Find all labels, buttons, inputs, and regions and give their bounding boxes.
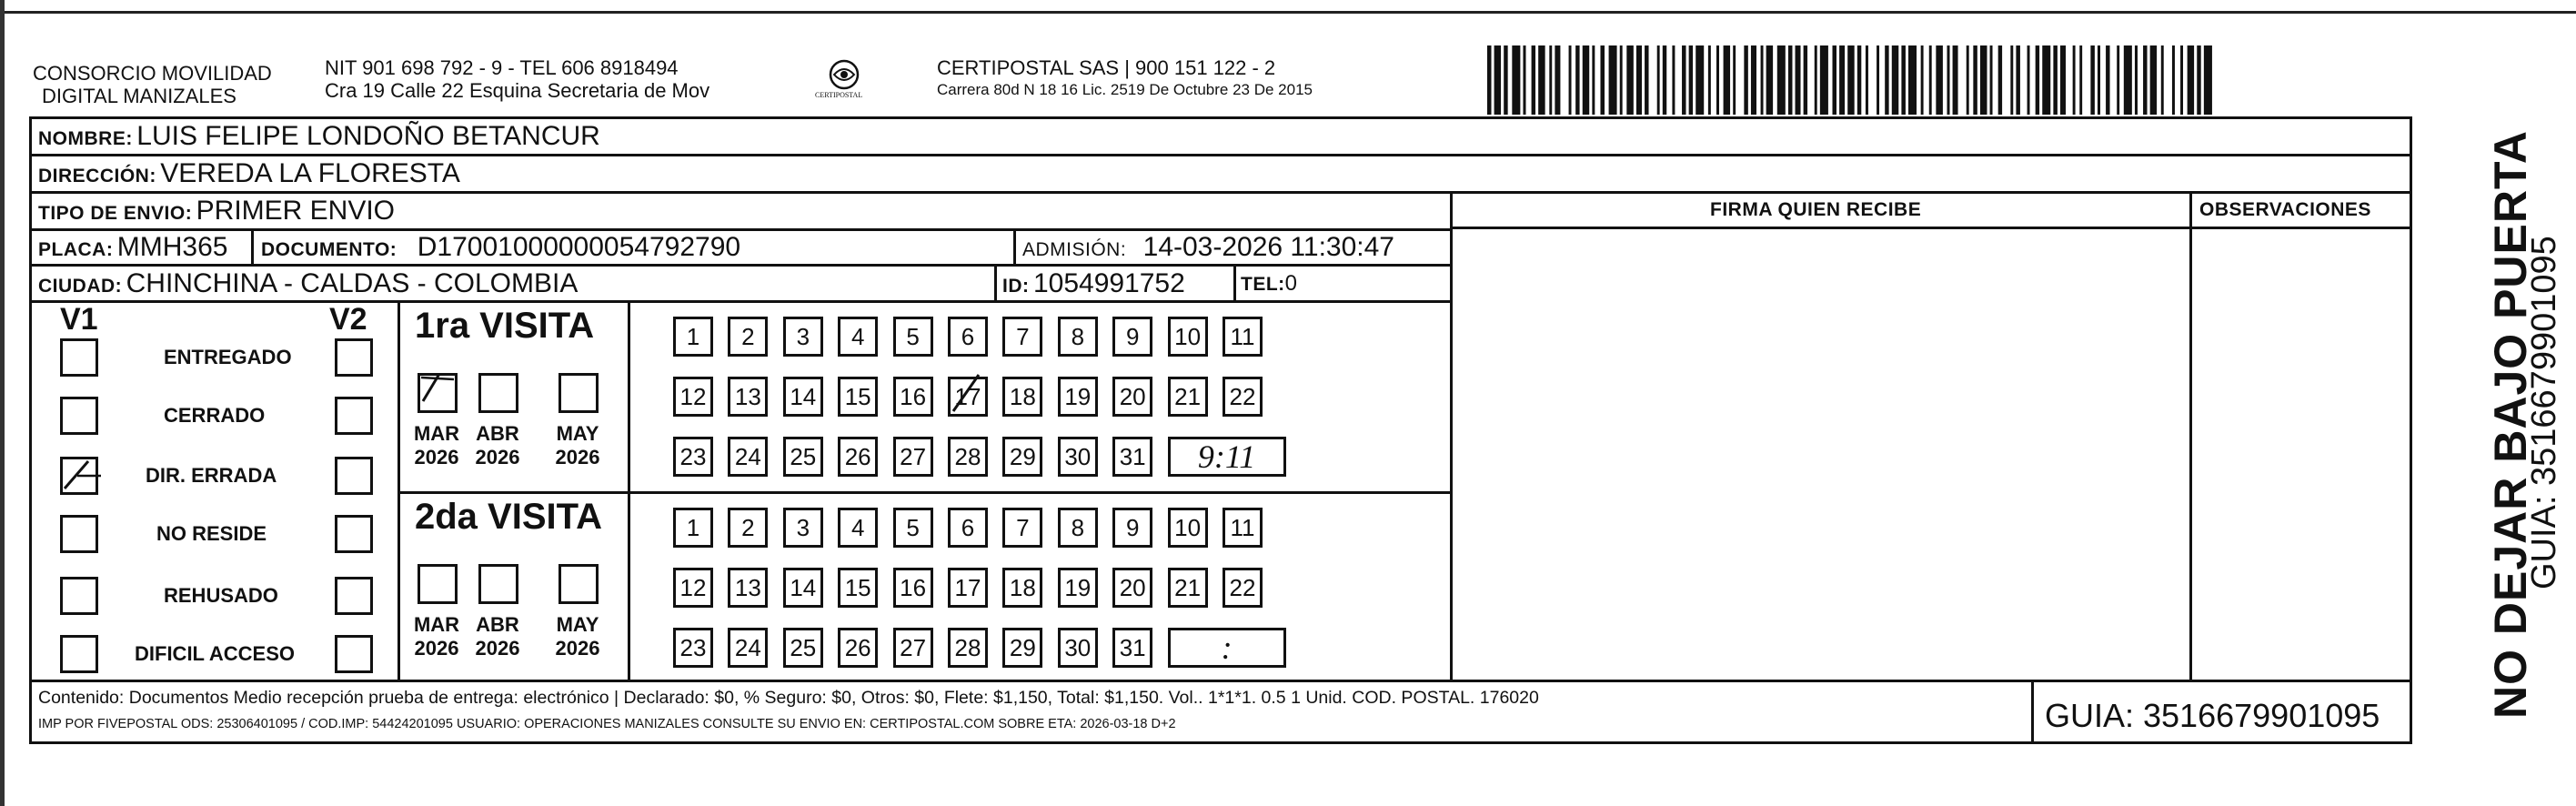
day-box[interactable]: 24 xyxy=(728,437,768,477)
row-line-1 xyxy=(29,154,2412,156)
barcode-bar xyxy=(1626,45,1634,115)
barcode-bar xyxy=(1675,45,1682,115)
day-box[interactable]: 9 xyxy=(1112,508,1152,548)
barcode-bar xyxy=(2020,45,2028,115)
barcode-bar xyxy=(1696,45,1704,115)
day-box[interactable]: 1 xyxy=(673,317,713,357)
day-box[interactable]: 19 xyxy=(1058,568,1098,608)
month-name: MAR xyxy=(413,613,460,636)
day-box[interactable]: 11 xyxy=(1223,508,1263,548)
documento-label: DOCUMENTO: xyxy=(261,239,397,260)
day-box[interactable]: 14 xyxy=(783,568,823,608)
day-box[interactable]: 23 xyxy=(673,628,713,668)
day-box[interactable]: 3 xyxy=(783,317,823,357)
nombre-label: NOMBRE: xyxy=(38,128,133,149)
nombre-value: LUIS FELIPE LONDOÑO BETANCUR xyxy=(136,121,600,151)
barcode-bar xyxy=(1777,45,1786,115)
day-box[interactable]: 26 xyxy=(838,437,878,477)
day-box[interactable]: 21 xyxy=(1168,568,1208,608)
check-mark-icon xyxy=(418,367,458,407)
month-year: 2026 xyxy=(475,446,520,468)
placa-row xyxy=(38,232,227,263)
day-box[interactable]: 20 xyxy=(1112,568,1152,608)
day-box[interactable]: 3 xyxy=(783,508,823,548)
day-box[interactable]: 6 xyxy=(948,508,988,548)
ciudad-label: CIUDAD: xyxy=(38,276,123,297)
month-checkbox[interactable] xyxy=(478,564,518,604)
day-box[interactable]: 11 xyxy=(1223,317,1263,357)
month-year: 2026 xyxy=(555,637,600,660)
barcode-bar xyxy=(1609,45,1617,115)
day-box[interactable]: 22 xyxy=(1223,377,1263,417)
status-label: REHUSADO xyxy=(164,584,278,607)
day-box[interactable]: 8 xyxy=(1058,508,1098,548)
month-name: MAR xyxy=(413,422,460,445)
direccion-value: VEREDA LA FLORESTA xyxy=(160,158,460,188)
barcode-bar xyxy=(1512,45,1520,115)
visit-title: 2da VISITA xyxy=(415,497,602,537)
v2-checkbox[interactable] xyxy=(335,457,373,495)
status-label: NO RESIDE xyxy=(156,522,267,545)
time-box[interactable]: 9:11 xyxy=(1168,437,1286,477)
courier-info: CERTIPOSTAL SAS | 900 151 122 - 2 Carrera 80d N 18 16 Lic. 2519 De Octubre 23 De 2015 xyxy=(937,56,1313,98)
barcode-bar xyxy=(1736,45,1744,115)
v1-checkbox[interactable] xyxy=(60,577,98,615)
id-label: ID: xyxy=(1002,276,1030,297)
tel-row xyxy=(1241,271,1297,297)
barcode-bar xyxy=(1538,45,1545,115)
month-checkbox[interactable] xyxy=(478,373,518,413)
barcode-bar xyxy=(1936,45,1943,115)
certipostal-logo xyxy=(815,55,870,106)
barcode-bar xyxy=(1583,45,1590,115)
barcode-bar xyxy=(2188,45,2195,115)
day-box[interactable]: 12 xyxy=(673,568,713,608)
day-box[interactable]: 22 xyxy=(1223,568,1263,608)
barcode-bar xyxy=(1724,45,1731,115)
month-name: ABR xyxy=(476,613,519,636)
status-label: CERRADO xyxy=(164,404,266,427)
col-obs-left xyxy=(2189,191,2192,682)
ciudad-value: CHINCHINA - CALDAS - COLOMBIA xyxy=(126,268,579,298)
status-label: DIR. ERRADA xyxy=(146,464,277,487)
month-divider xyxy=(628,300,630,680)
day-box[interactable]: 7 xyxy=(1002,317,1042,357)
visit-title: 1ra VISITA xyxy=(415,306,595,346)
day-box[interactable]: 30 xyxy=(1058,628,1098,668)
barcode-bar xyxy=(2082,45,2090,115)
admision-divider xyxy=(1013,228,1016,265)
barcode-bar xyxy=(1847,45,1855,115)
v1-checkbox[interactable] xyxy=(60,515,98,553)
barcode-bar xyxy=(1958,45,1967,115)
day-box[interactable]: 24 xyxy=(728,628,768,668)
day-box[interactable]: 8 xyxy=(1058,317,1098,357)
barcode-bar xyxy=(2066,45,2073,115)
direccion-label: DIRECCIÓN: xyxy=(38,166,156,186)
day-box[interactable]: 27 xyxy=(893,628,933,668)
side-warning: NO DEJAR BAJO PUERTA xyxy=(2485,130,2536,719)
placa-value: MMH365 xyxy=(116,232,228,262)
month-name: MAY xyxy=(556,422,599,445)
tel-label: TEL: xyxy=(1241,274,1285,295)
month-label xyxy=(546,613,609,660)
month-name: MAY xyxy=(556,613,599,636)
day-box[interactable]: 20 xyxy=(1112,377,1152,417)
month-checkbox[interactable] xyxy=(558,564,599,604)
day-box[interactable]: 19 xyxy=(1058,377,1098,417)
admision-label: ADMISIÓN: xyxy=(1022,239,1127,260)
footer-imp: IMP POR FIVEPOSTAL ODS: 25306401095 / COD.IMP: 54424201095 USUARIO: OPERACIONES MANIZALES CONSULTE SU ENVIO EN: CERTIPOSTAL.COM SOBRE ETA: 2026-03-18 D+2 xyxy=(38,717,1176,731)
day-box[interactable]: 30 xyxy=(1058,437,1098,477)
nombre-row xyxy=(38,121,600,152)
v1-checkbox[interactable] xyxy=(60,338,98,377)
month-label xyxy=(405,422,468,469)
v1-checkbox[interactable] xyxy=(60,635,98,673)
day-box[interactable]: 9 xyxy=(1112,317,1152,357)
day-box[interactable]: 2 xyxy=(728,508,768,548)
day-box[interactable]: 7 xyxy=(1002,508,1042,548)
time-box[interactable]: : xyxy=(1168,628,1286,668)
v2-label: V2 xyxy=(329,302,367,337)
day-box[interactable]: 28 xyxy=(948,437,988,477)
day-box[interactable]: 25 xyxy=(783,628,823,668)
month-checkbox[interactable] xyxy=(418,564,458,604)
tipo-row xyxy=(38,196,395,227)
barcode-bar xyxy=(2164,45,2172,115)
day-box[interactable]: 12 xyxy=(673,377,713,417)
day-box[interactable]: 6 xyxy=(948,317,988,357)
company-info: NIT 901 698 792 - 9 - TEL 606 8918494 Cra 19 Calle 22 Esquina Secretaria de Mov xyxy=(325,56,710,102)
v1-label: V1 xyxy=(60,302,98,337)
v2-checkbox[interactable] xyxy=(335,635,373,673)
observaciones-header: OBSERVACIONES xyxy=(2199,199,2371,220)
day-box[interactable]: 17 xyxy=(948,568,988,608)
day-box[interactable]: 13 xyxy=(728,377,768,417)
barcode-bar xyxy=(1766,45,1774,115)
day-box[interactable]: 2 xyxy=(728,317,768,357)
barcode-bar xyxy=(1807,45,1815,115)
company-name: CONSORCIO MOVILIDAD DIGITAL MANIZALES xyxy=(33,62,272,107)
status-label: ENTREGADO xyxy=(164,346,292,368)
day-box[interactable]: 25 xyxy=(783,437,823,477)
row-line-3 xyxy=(29,228,1453,231)
v2-checkbox[interactable] xyxy=(335,577,373,615)
ciudad-row xyxy=(38,268,578,299)
check-mark-icon xyxy=(61,458,97,494)
barcode-bar xyxy=(1868,45,1877,115)
col-firma-left xyxy=(1450,191,1453,682)
footer-contenido: Contenido: Documentos Medio recepción prueba de entrega: electrónico | Declarado: $0, % Seguro: $0, Otros: $0, Flete: $1,150, Total: $1,150. Vol.. 1*1*1. 0.5 1 Unid. COD. POSTAL. 176020 xyxy=(38,688,1539,708)
day-box[interactable]: 18 xyxy=(1002,568,1042,608)
row-line-4 xyxy=(29,264,1453,267)
day-box[interactable]: 27 xyxy=(893,437,933,477)
id-row xyxy=(1002,268,1185,299)
v1-checkbox[interactable] xyxy=(60,457,98,495)
month-label xyxy=(466,422,529,469)
scan-edge-left xyxy=(0,0,5,806)
documento-value: D17001000000054792790 xyxy=(417,232,741,262)
barcode xyxy=(1487,45,2215,115)
documento-row xyxy=(261,232,740,263)
barcode-bar xyxy=(1908,45,1917,115)
placa-label: PLACA: xyxy=(38,239,114,260)
month-label xyxy=(405,613,468,660)
day-box[interactable]: 29 xyxy=(1002,437,1042,477)
status-divider xyxy=(397,300,400,680)
day-box[interactable]: 26 xyxy=(838,628,878,668)
barcode-bar xyxy=(1980,45,1987,115)
day-box[interactable]: 16 xyxy=(893,377,933,417)
footer-guia: GUIA: 3516679901095 xyxy=(2045,697,2380,734)
month-checkbox[interactable] xyxy=(558,373,599,413)
barcode-bar xyxy=(1560,45,1568,115)
day-box[interactable]: 14 xyxy=(783,377,823,417)
month-name: ABR xyxy=(476,422,519,445)
day-box[interactable]: 13 xyxy=(728,568,768,608)
barcode-bar xyxy=(1820,45,1828,115)
barcode-bar xyxy=(2212,45,2215,115)
logo-caption: CERTIPOSTAL xyxy=(815,91,863,99)
day-box[interactable]: 15 xyxy=(838,568,878,608)
guia-divider xyxy=(2031,680,2034,744)
barcode-bar xyxy=(2002,45,2010,115)
day-box[interactable]: 5 xyxy=(893,317,933,357)
day-box[interactable]: 23 xyxy=(673,437,713,477)
month-year: 2026 xyxy=(475,637,520,660)
month-label xyxy=(466,613,529,660)
id-value: 1054991752 xyxy=(1032,268,1185,298)
day-box[interactable]: 16 xyxy=(893,568,933,608)
tel-value: 0 xyxy=(1284,271,1298,296)
day-box[interactable]: 31 xyxy=(1112,628,1152,668)
row-line-2 xyxy=(29,191,2412,194)
day-box[interactable]: 4 xyxy=(838,508,878,548)
day-box[interactable]: 17 xyxy=(948,377,988,417)
month-label xyxy=(546,422,609,469)
side-guia: GUIA: 3516679901095 xyxy=(2525,236,2563,589)
row-line-6 xyxy=(29,680,2412,682)
day-box[interactable]: 4 xyxy=(838,317,878,357)
firma-header: FIRMA QUIEN RECIBE xyxy=(1710,199,1922,220)
day-box[interactable]: 28 xyxy=(948,628,988,668)
barcode-bar xyxy=(2042,45,2050,115)
barcode-bar xyxy=(2110,45,2118,115)
direccion-row xyxy=(38,158,460,189)
tel-divider xyxy=(1233,264,1236,300)
id-divider xyxy=(994,264,997,300)
placa-divider xyxy=(251,228,254,265)
v1-checkbox[interactable] xyxy=(60,397,98,435)
day-box[interactable]: 21 xyxy=(1168,377,1208,417)
month-year: 2026 xyxy=(414,637,459,660)
barcode-bar xyxy=(2150,45,2158,115)
row-line-5 xyxy=(29,300,1453,303)
scan-edge-top xyxy=(0,0,2576,14)
day-box[interactable]: 10 xyxy=(1168,317,1208,357)
day-box[interactable]: 10 xyxy=(1168,508,1208,548)
v2-checkbox[interactable] xyxy=(335,338,373,377)
visit-divider xyxy=(397,491,1453,494)
day-box[interactable]: 1 xyxy=(673,508,713,548)
day-box[interactable]: 15 xyxy=(838,377,878,417)
month-year: 2026 xyxy=(414,446,459,468)
v2-checkbox[interactable] xyxy=(335,515,373,553)
day-box[interactable]: 5 xyxy=(893,508,933,548)
day-box[interactable]: 29 xyxy=(1002,628,1042,668)
admision-value: 14-03-2026 11:30:47 xyxy=(1142,232,1394,262)
col-header-line xyxy=(1450,227,2412,229)
month-year: 2026 xyxy=(555,446,600,468)
tipo-value: PRIMER ENVIO xyxy=(196,196,396,226)
day-box[interactable]: 31 xyxy=(1112,437,1152,477)
status-label: DIFICIL ACCESO xyxy=(135,642,296,665)
tipo-label: TIPO DE ENVIO: xyxy=(38,203,193,224)
barcode-bar xyxy=(1649,45,1657,115)
month-checkbox[interactable] xyxy=(418,373,458,413)
admision-row xyxy=(1022,232,1394,263)
v2-checkbox[interactable] xyxy=(335,397,373,435)
barcode-bar xyxy=(2124,45,2132,115)
barcode-bar xyxy=(1494,45,1502,115)
barcode-bar xyxy=(2204,45,2212,115)
day-box[interactable]: 18 xyxy=(1002,377,1042,417)
barcode-bar xyxy=(1892,45,1899,115)
